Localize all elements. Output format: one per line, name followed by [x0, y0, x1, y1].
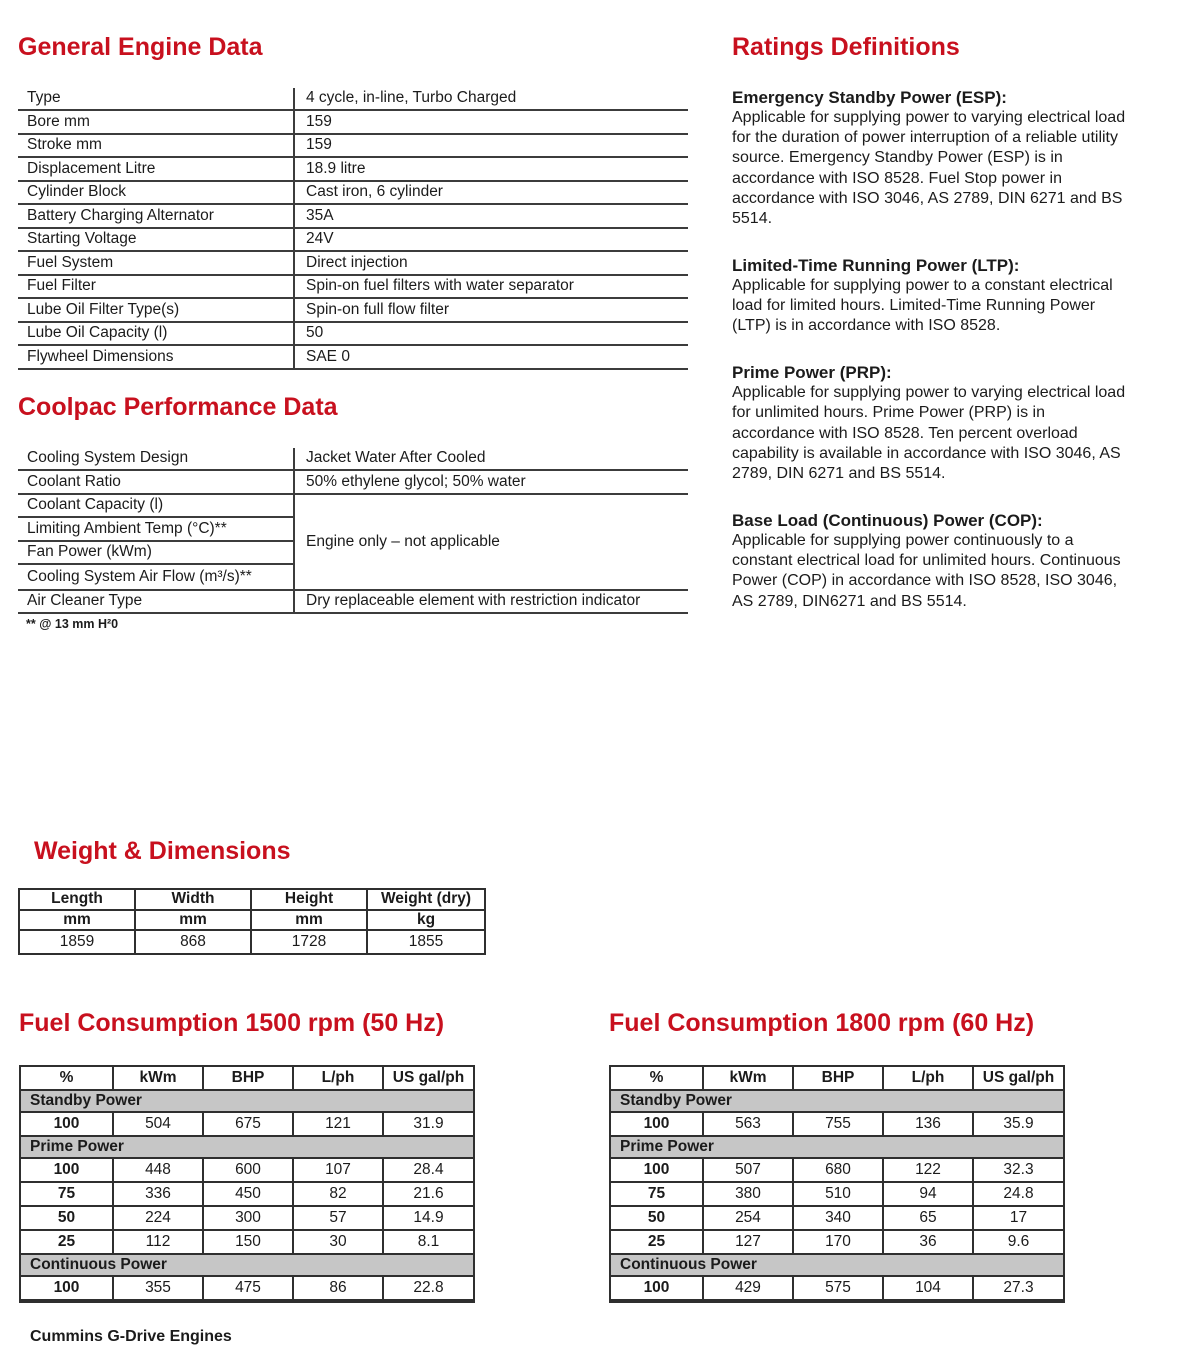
fuel-cell: 50 [21, 1207, 114, 1231]
fuel-cell: 504 [114, 1113, 204, 1137]
rating-definition-body: Applicable for supplying power continuously to a constant electrical load for unlimited hours. Continuous Power (COP) in accordance with ISO 8528, ISO 3046, AS 2789, DIN6271 and BS 5514. [732, 531, 1121, 610]
coolpac-performance-title: Coolpac Performance Data [18, 393, 338, 421]
fuel-cell: 31.9 [384, 1113, 473, 1137]
spec-value: Direct injection [306, 253, 408, 271]
spec-value: Spin-on full flow filter [306, 300, 450, 318]
spec-label: Stroke mm [18, 135, 295, 157]
fuel-cell: 340 [794, 1207, 884, 1231]
spec-row [18, 135, 688, 159]
fuel-cell: 65 [884, 1207, 974, 1231]
fuel-header-cell: kWm [704, 1067, 794, 1091]
fuel-cell: 100 [611, 1277, 704, 1301]
fuel-cell: 136 [884, 1113, 974, 1137]
spec-label: Limiting Ambient Temp (°C)** [18, 518, 293, 542]
fuel-cell: 86 [294, 1277, 384, 1301]
fuel-1500-title: Fuel Consumption 1500 rpm (50 Hz) [19, 1009, 445, 1037]
brand-footer: Cummins G-Drive Engines [30, 1328, 232, 1345]
rating-definition [732, 88, 1128, 230]
weight-unit-cell: mm [252, 911, 368, 931]
rating-definition-heading: Limited-Time Running Power (LTP): [732, 255, 1020, 275]
fuel-cell: 563 [704, 1113, 794, 1137]
fuel-1800-title: Fuel Consumption 1800 rpm (60 Hz) [609, 1009, 1035, 1037]
weight-dimensions-title: Weight & Dimensions [34, 837, 291, 865]
weight-header-cell: Weight (dry) [368, 890, 484, 911]
fuel-header-cell: % [611, 1067, 704, 1091]
spec-row [18, 346, 688, 370]
fuel-group-header: Prime Power [611, 1137, 1063, 1159]
fuel-group-header: Prime Power [21, 1137, 473, 1159]
fuel-cell: 448 [114, 1159, 204, 1183]
fuel-cell: 380 [704, 1183, 794, 1207]
spec-value: 4 cycle, in-line, Turbo Charged [306, 89, 517, 107]
spec-value: 35A [306, 206, 334, 224]
fuel-header-cell: BHP [204, 1067, 294, 1091]
rating-definition-heading: Emergency Standby Power (ESP): [732, 87, 1007, 107]
spec-label: Flywheel Dimensions [18, 346, 295, 368]
section-weight-dimensions [18, 838, 486, 955]
fuel-cell: 150 [204, 1231, 294, 1255]
spec-row [18, 205, 688, 229]
spec-value: Jacket Water After Cooled [306, 449, 486, 467]
spec-value: 159 [306, 136, 332, 154]
spec-merged-value: Engine only – not applicable [306, 532, 500, 550]
fuel-cell: 17 [974, 1207, 1063, 1231]
fuel-header-cell: L/ph [884, 1067, 974, 1091]
weight-unit-cell: mm [136, 911, 252, 931]
fuel-cell: 300 [204, 1207, 294, 1231]
fuel-cell: 575 [794, 1277, 884, 1301]
fuel-header-cell: US gal/ph [384, 1067, 473, 1091]
spec-row [18, 276, 688, 300]
weight-header-cell: Width [136, 890, 252, 911]
weight-dimensions-table [18, 888, 486, 955]
section-ratings-definitions [732, 34, 1130, 612]
fuel-cell: 107 [294, 1159, 384, 1183]
spec-merged-row [18, 495, 688, 591]
fuel-cell: 429 [704, 1277, 794, 1301]
fuel-header-cell: L/ph [294, 1067, 384, 1091]
rating-definition-body: Applicable for supplying power to a constant electrical load for limited hours. Limited-Time Running Power (LTP) is in accordance with ISO 8528. [732, 276, 1113, 335]
fuel-cell: 600 [204, 1159, 294, 1183]
fuel-cell: 254 [704, 1207, 794, 1231]
fuel-cell: 94 [884, 1183, 974, 1207]
spec-row [18, 591, 688, 615]
weight-header-cell: Length [20, 890, 136, 911]
spec-value: 18.9 litre [306, 159, 366, 177]
fuel-cell: 82 [294, 1183, 384, 1207]
fuel-cell: 450 [204, 1183, 294, 1207]
spec-label: Battery Charging Alternator [18, 205, 295, 227]
spec-value: 50% ethylene glycol; 50% water [306, 472, 526, 490]
section-fuel-consumption-1500rpm [19, 1010, 477, 1303]
spec-value: SAE 0 [306, 347, 350, 365]
fuel-cell: 122 [884, 1159, 974, 1183]
fuel-group-header: Continuous Power [611, 1255, 1063, 1277]
section-fuel-consumption-1800rpm [609, 1010, 1067, 1303]
spec-label: Cylinder Block [18, 182, 295, 204]
fuel-cell: 75 [21, 1183, 114, 1207]
weight-unit-cell: mm [20, 911, 136, 931]
spec-row [18, 229, 688, 253]
rating-definition [732, 363, 1128, 485]
weight-value-cell: 1859 [20, 931, 136, 953]
fuel-group-header: Standby Power [21, 1091, 473, 1113]
spec-label: Coolant Ratio [18, 471, 295, 493]
fuel-cell: 22.8 [384, 1277, 473, 1301]
spec-label: Lube Oil Capacity (l) [18, 323, 295, 345]
general-engine-data-title: General Engine Data [18, 33, 263, 61]
general-engine-data-table [18, 88, 688, 370]
fuel-cell: 100 [21, 1159, 114, 1183]
spec-value: Dry replaceable element with restriction indicator [306, 592, 641, 610]
ratings-definitions-title: Ratings Definitions [732, 33, 960, 61]
fuel-group-header: Continuous Power [21, 1255, 473, 1277]
spec-merged-labels [18, 495, 295, 589]
spec-label: Cooling System Design [18, 448, 295, 470]
fuel-cell: 27.3 [974, 1277, 1063, 1301]
spec-label: Fuel Filter [18, 276, 295, 298]
fuel-cell: 21.6 [384, 1183, 473, 1207]
fuel-cell: 475 [204, 1277, 294, 1301]
spec-label: Bore mm [18, 111, 295, 133]
rating-definition-heading: Prime Power (PRP): [732, 362, 892, 382]
weight-value-cell: 1855 [408, 932, 444, 950]
spec-row [18, 299, 688, 323]
spec-row [18, 252, 688, 276]
fuel-cell: 224 [114, 1207, 204, 1231]
rating-definition-body: Applicable for supplying power to varying electrical load for unlimited hours. Prime Power (PRP) is in accordance with ISO 8528. Ten percent overload capability is available in accordance with ISO 3046, AS 2789, DIN 6271 and BS 5514. [732, 384, 1126, 483]
fuel-cell: 121 [294, 1113, 384, 1137]
fuel-header-cell: BHP [794, 1067, 884, 1091]
spec-label: Fuel System [18, 252, 295, 274]
fuel-cell: 8.1 [384, 1231, 473, 1255]
fuel-header-cell: % [21, 1067, 114, 1091]
fuel-cell: 57 [294, 1207, 384, 1231]
fuel-cell: 127 [704, 1231, 794, 1255]
spec-value: Spin-on fuel filters with water separator [306, 277, 574, 295]
spec-label: Coolant Capacity (l) [18, 495, 293, 519]
fuel-cell: 355 [114, 1277, 204, 1301]
spec-label: Air Cleaner Type [18, 591, 295, 613]
spec-value: 24V [306, 230, 334, 248]
fuel-1800-table [609, 1065, 1065, 1303]
fuel-cell: 32.3 [974, 1159, 1063, 1183]
spec-row [18, 111, 688, 135]
fuel-cell: 35.9 [974, 1113, 1063, 1137]
fuel-cell: 755 [794, 1113, 884, 1137]
weight-unit-cell: kg [368, 911, 484, 931]
fuel-cell: 336 [114, 1183, 204, 1207]
fuel-cell: 100 [611, 1113, 704, 1137]
weight-value-cell: 868 [136, 931, 252, 953]
spec-row [18, 448, 688, 472]
spec-row [18, 471, 688, 495]
spec-row [18, 158, 688, 182]
spec-value: 159 [306, 112, 332, 130]
spec-row [18, 323, 688, 347]
fuel-cell: 100 [611, 1159, 704, 1183]
section-coolpac-performance-data [18, 394, 690, 631]
section-general-engine-data [18, 34, 690, 370]
fuel-group-header: Standby Power [611, 1091, 1063, 1113]
spec-label: Type [18, 88, 295, 110]
fuel-cell: 75 [611, 1183, 704, 1207]
fuel-cell: 104 [884, 1277, 974, 1301]
fuel-cell: 30 [294, 1231, 384, 1255]
rating-definition-body: Applicable for supplying power to varying electrical load for the duration of power interruption of a reliable utility source. Emergency Standby Power (ESP) is in accordance with ISO 8528. Fuel Stop power in accordance with ISO 3046, AS 2789, DIN 6271 and BS 5514. [732, 108, 1126, 228]
spec-label: Lube Oil Filter Type(s) [18, 299, 295, 321]
fuel-1500-table [19, 1065, 475, 1303]
fuel-cell: 170 [794, 1231, 884, 1255]
fuel-cell: 112 [114, 1231, 204, 1255]
spec-label: Displacement Litre [18, 158, 295, 180]
fuel-cell: 36 [884, 1231, 974, 1255]
coolpac-footnote: ** @ 13 mm H²0 [26, 617, 119, 631]
fuel-cell: 25 [21, 1231, 114, 1255]
fuel-cell: 28.4 [384, 1159, 473, 1183]
fuel-cell: 507 [704, 1159, 794, 1183]
spec-row [18, 88, 688, 112]
rating-definition-heading: Base Load (Continuous) Power (COP): [732, 510, 1043, 530]
rating-definition [732, 256, 1128, 337]
fuel-cell: 675 [204, 1113, 294, 1137]
fuel-cell: 9.6 [974, 1231, 1063, 1255]
spec-label: Cooling System Air Flow (m³/s)** [27, 567, 252, 585]
weight-value-cell: 1728 [252, 931, 368, 953]
fuel-cell: 100 [21, 1113, 114, 1137]
fuel-cell: 14.9 [384, 1207, 473, 1231]
spec-label: Starting Voltage [18, 229, 295, 251]
ratings-definitions-list [732, 88, 1128, 613]
spec-row [18, 182, 688, 206]
fuel-cell: 50 [611, 1207, 704, 1231]
spec-value: 50 [306, 324, 324, 342]
fuel-header-cell: kWm [114, 1067, 204, 1091]
fuel-cell: 25 [611, 1231, 704, 1255]
rating-definition [732, 511, 1128, 612]
weight-header-cell: Height [252, 890, 368, 911]
fuel-cell: 100 [21, 1277, 114, 1301]
spec-value: Cast iron, 6 cylinder [306, 183, 443, 201]
fuel-cell: 24.8 [974, 1183, 1063, 1207]
spec-label: Fan Power (kWm) [18, 542, 293, 566]
fuel-cell: 680 [794, 1159, 884, 1183]
fuel-header-cell: US gal/ph [974, 1067, 1063, 1091]
coolpac-performance-table [18, 448, 688, 615]
fuel-cell: 510 [794, 1183, 884, 1207]
